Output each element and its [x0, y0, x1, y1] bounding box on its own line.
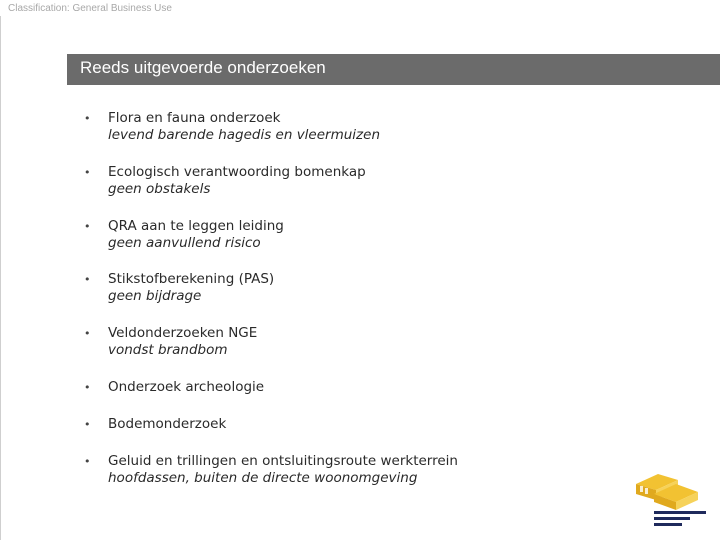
item-text: QRA aan te leggen leiding	[108, 218, 284, 234]
item-subtext: geen aanvullend risico	[108, 235, 261, 251]
bullet-marker: •	[84, 220, 91, 233]
item-text: Veldonderzoeken NGE	[108, 325, 258, 341]
bullet-marker: •	[84, 112, 91, 125]
item-text: Bodemonderzoek	[108, 416, 227, 432]
item-text: Geluid en trillingen en ontsluitingsroute werkterrein	[108, 453, 458, 469]
item-subtext: vondst brandbom	[108, 342, 228, 358]
item-subtext: hoofdassen, buiten de directe woonomgeving	[108, 470, 418, 486]
company-logo-icon	[628, 470, 710, 530]
logo-graphic	[628, 470, 710, 530]
item-text: Onderzoek archeologie	[108, 379, 265, 395]
item-subtext: geen bijdrage	[108, 288, 202, 304]
bullet-marker: •	[84, 381, 91, 394]
item-text: Flora en fauna onderzoek	[108, 110, 281, 126]
bullet-marker: •	[84, 166, 91, 179]
classification-label: Classification: General Business Use	[8, 3, 172, 14]
slide-title: Reeds uitgevoerde onderzoeken	[80, 58, 326, 77]
bullet-marker: •	[84, 455, 91, 468]
item-subtext: geen obstakels	[108, 181, 211, 197]
bullet-marker: •	[84, 418, 91, 431]
bullet-marker: •	[84, 327, 91, 340]
item-text: Stikstofberekening (PAS)	[108, 271, 275, 287]
item-text: Ecologisch verantwoording bomenkap	[108, 164, 366, 180]
bullet-marker: •	[84, 273, 91, 286]
item-subtext: levend barende hagedis en vleermuizen	[108, 127, 380, 143]
